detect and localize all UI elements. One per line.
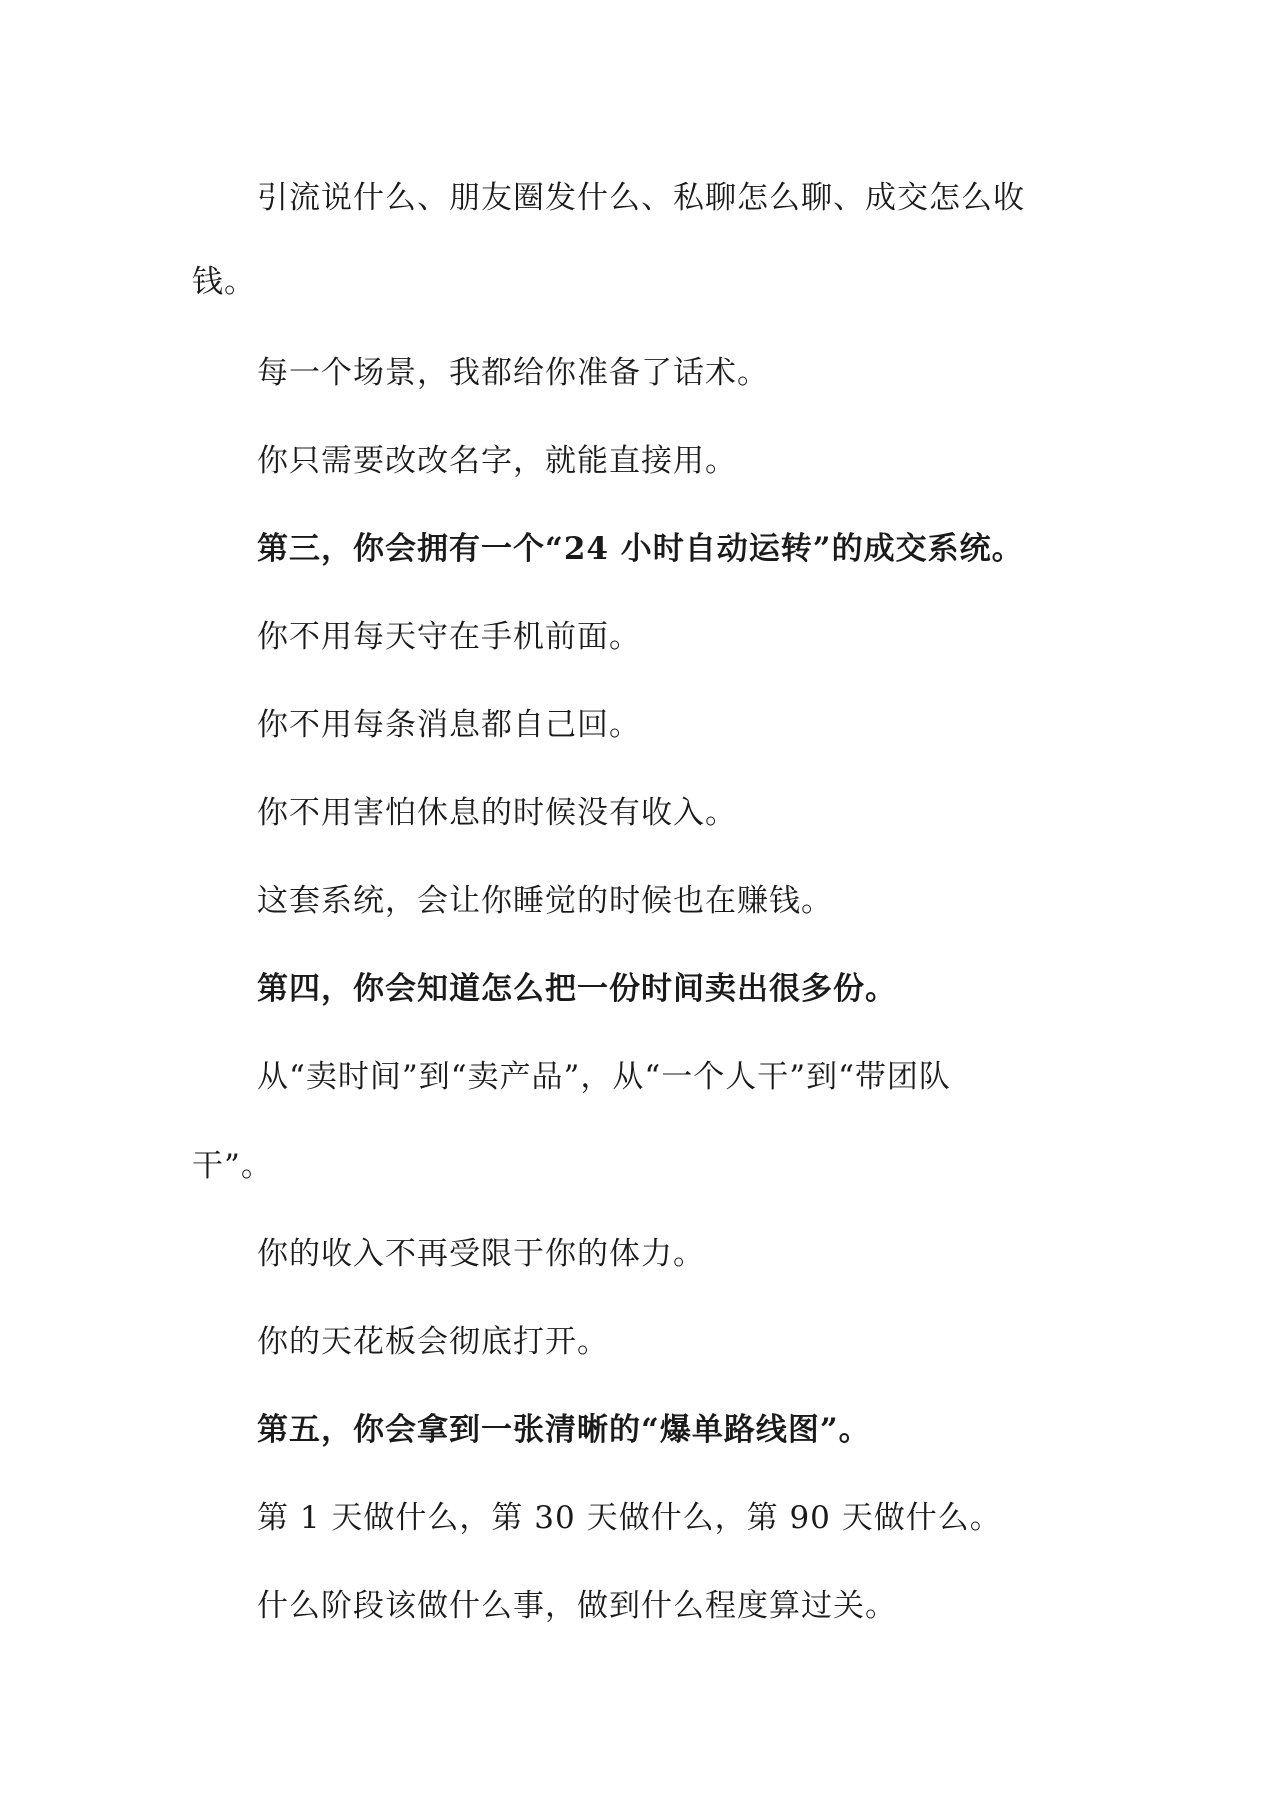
section-heading: 第四，你会知道怎么把一份时间卖出很多份。 — [257, 971, 897, 1007]
paragraph-line: 从“卖时间”到“卖产品”，从“一个人干”到“带团队 — [257, 1059, 951, 1095]
paragraph-line: 你不用害怕休息的时候没有收入。 — [257, 795, 737, 831]
paragraph-line: 这套系统，会让你睡觉的时候也在赚钱。 — [257, 883, 833, 919]
paragraph-line: 第 1 天做什么，第 30 天做什么，第 90 天做什么。 — [257, 1500, 1002, 1536]
paragraph-line: 钱。 — [192, 264, 256, 300]
paragraph-line: 每一个场景，我都给你准备了话术。 — [257, 355, 769, 391]
section-heading: 第五，你会拿到一张清晰的“爆单路线图”。 — [257, 1412, 871, 1448]
paragraph-line: 你的天花板会彻底打开。 — [257, 1324, 609, 1360]
paragraph-line: 你不用每条消息都自己回。 — [257, 707, 641, 743]
paragraph-line: 干”。 — [192, 1148, 273, 1184]
section-heading: 第三，你会拥有一个“24 小时自动运转”的成交系统。 — [257, 531, 1024, 567]
paragraph-line: 你的收入不再受限于你的体力。 — [257, 1236, 705, 1272]
paragraph-line: 引流说什么、朋友圈发什么、私聊怎么聊、成交怎么收 — [257, 180, 1025, 216]
paragraph-line: 你不用每天守在手机前面。 — [257, 619, 641, 655]
paragraph-line: 你只需要改改名字，就能直接用。 — [257, 443, 737, 479]
paragraph-line: 什么阶段该做什么事，做到什么程度算过关。 — [257, 1588, 897, 1624]
